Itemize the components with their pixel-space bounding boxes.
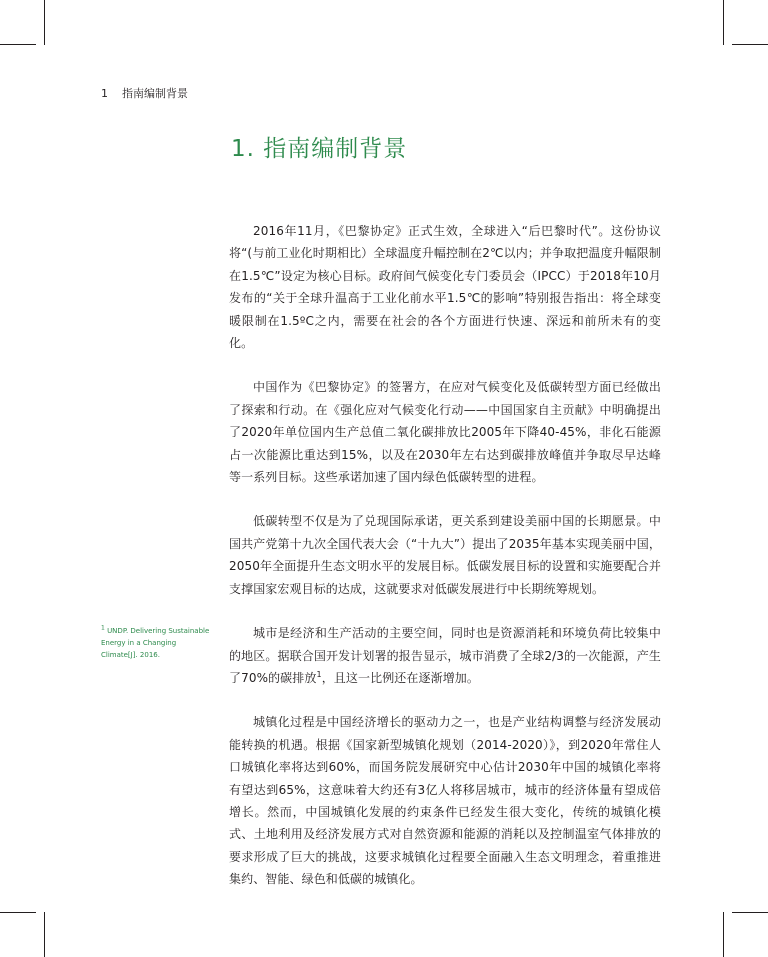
footnote-reference: 1 xyxy=(316,669,322,679)
paragraph: 中国作为《巴黎协定》的签署方，在应对气候变化及低碳转型方面已经做出了探索和行动。在《强化应对气候变化行动——中国国家自主贡献》中明确提出了2020年单位国内生产总值二氧化碳排放比2005年下降40-45%，非化石能源占一次能源比重达到15%，以及在2030年左右达到碳排放峰值并争取尽早达峰等一系列目标。这些承诺加速了国内绿色低碳转型的进程。 xyxy=(229,380,661,485)
paragraph: 低碳转型不仅是为了兑现国际承诺，更关系到建设美丽中国的长期愿景。中国共产党第十九次全国代表大会（“十九大”）提出了2035年基本实现美丽中国，2050年全面提升生态文明水平的发展目标。低碳发展目标的设置和实施要配合并支撑国家宏观目标的达成，这就要求对低碳发展进行中长期统筹规划。 xyxy=(229,514,661,596)
crop-mark xyxy=(0,912,36,913)
crop-mark xyxy=(44,912,45,957)
paragraph xyxy=(229,622,661,689)
paragraph-text: ，且这一比例还在逐渐增加。 xyxy=(321,670,479,685)
paragraph: 城镇化过程是中国经济增长的驱动力之一，也是产业结构调整与经济发展动能转换的机遇。根据《国家新型城镇化规划（2014-2020）》，到2020年常住人口城镇化率将达到60%，而国务院发展研究中心估计2030年中国的城镇化率将有望达到65%，这意味着大约还有3亿人将移居城市，城市的经济体量有望成倍增长。然而，中国城镇化发展的约束条件已经发生很大变化，传统的城镇化模式、土地利用及经济发展方式对自然资源和能源的消耗以及控制温室气体排放的要求形成了巨大的挑战，这要求城镇化过程要全面融入生态文明理念，着重推进集约、智能、绿色和低碳的城镇化。 xyxy=(229,715,661,887)
section-title: 1. 指南编制背景 xyxy=(231,136,408,162)
page-number: 1 xyxy=(101,87,108,100)
running-header-section: 指南编制背景 xyxy=(122,87,188,100)
crop-mark xyxy=(0,44,36,45)
footnote-text: UNDP. Delivering Sustainable Energy in a Changing Climate[J]. 2016. xyxy=(101,627,210,659)
crop-mark xyxy=(732,44,768,45)
footnote xyxy=(101,625,211,661)
body-text xyxy=(229,220,661,913)
paragraph: 2016年11月，《巴黎协定》正式生效，全球进入“后巴黎时代”。这份协议将“(与前工业化时期相比）全球温度升幅控制在2℃以内；并争取把温度升幅限制在1.5℃”设定为核心目标。政府间气候变化专门委员会（IPCC）于2018年10月发布的“关于全球升温高于工业化前水平1.5℃的影响”特别报告指出：将全球变暖限制在1.5ºC之内，需要在社会的各个方面进行快速、深远和前所未有的变化。 xyxy=(229,224,661,351)
footnote-mark: 1 xyxy=(101,624,105,632)
crop-mark xyxy=(44,0,45,45)
paragraph-text: 城市是经济和生产活动的主要空间，同时也是资源消耗和环境负荷比较集中的地区。据联合国开发计划署的报告显示，城市消费了全球2/3的一次能源，产生了70%的碳排放 xyxy=(229,626,661,685)
running-header xyxy=(101,87,188,101)
crop-mark xyxy=(723,0,724,45)
crop-mark xyxy=(732,912,768,913)
crop-mark xyxy=(723,912,724,957)
